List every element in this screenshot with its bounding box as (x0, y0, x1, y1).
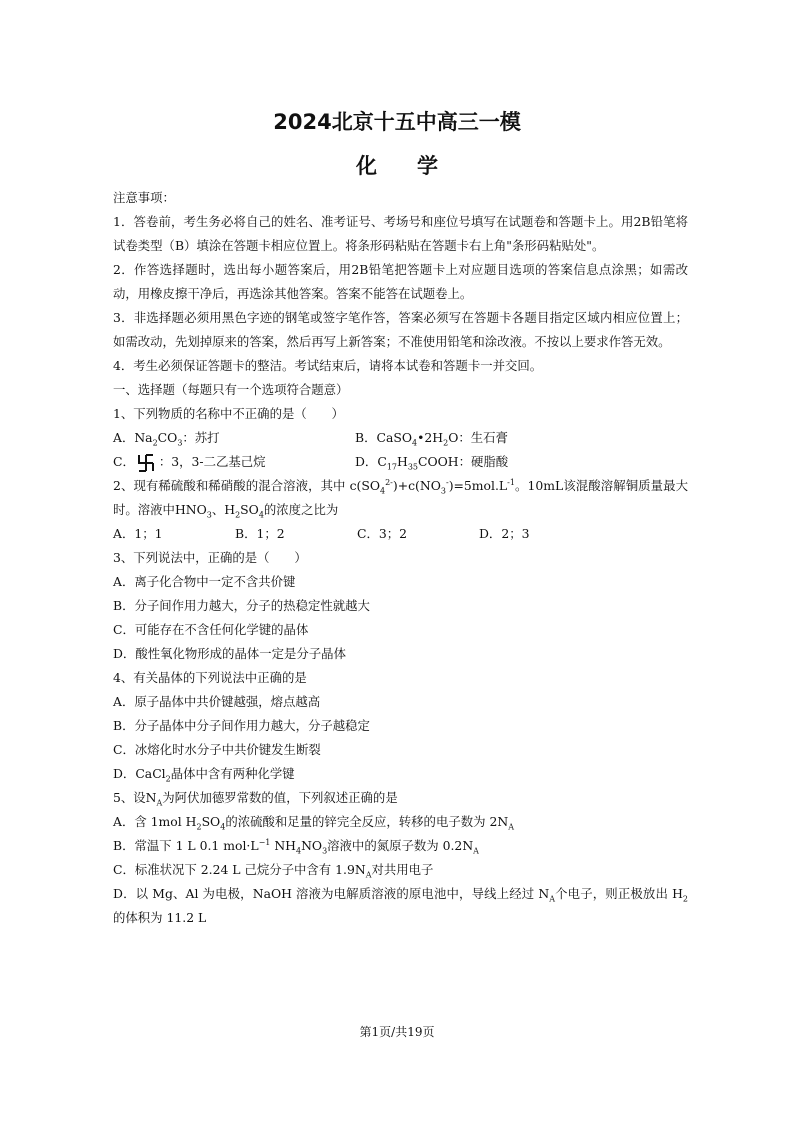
q2-option-c: C．3；2 (357, 526, 408, 541)
q2-stem: 2、现有稀硫酸和稀硝酸的混合溶液，其中 $c(SO_4^{2-})+c(NO_3^-)=5mol.L^{-1}$。10mL该混酸溶解铜质量最大时。溶液中$HNO_3$、$H_2SO_4$的浓度之比为 (113, 477, 689, 520)
exam-title: 2024北京十五中高三一模 (273, 110, 521, 134)
q4-stem: 4、有关晶体的下列说法中正确的是 (113, 670, 307, 685)
skeletal-structure-icon (135, 453, 157, 473)
q3-option-c: C．可能存在不含任何化学键的晶体 (113, 622, 309, 637)
q1-options-ab (113, 426, 688, 450)
q2-option-b: B．1；2 (235, 526, 285, 541)
q3-option-d: D．酸性氧化物形成的晶体一定是分子晶体 (113, 646, 346, 661)
q3-option-b: B．分子间作用力越大，分子的热稳定性就越大 (113, 598, 370, 613)
q3-stem: 3、下列说法中，正确的是（ ） (113, 550, 307, 565)
q2-option-d: D．2；3 (479, 526, 530, 541)
q1-option-d: D．$C_{17}H_{35}COOH$：硬脂酸 (355, 454, 509, 472)
q4-option-a: A．原子晶体中共价键越强，熔点越高 (113, 694, 321, 709)
q4-option-c: C．冰熔化时水分子中共价键发生断裂 (113, 742, 321, 757)
q5-option-a: A．含 1mol $H_2SO_4$的浓硫酸和足量的锌完全反应，转移的电子数为 $2N_A$ (113, 814, 514, 832)
q5-option-b: B．常温下 1 L 0.1 $mol\cdot L^{-1}$ $NH_4NO_3$溶液中的氮原子数为 $0.2N_A$ (113, 837, 479, 856)
q2-option-a: A．1；1 (113, 526, 163, 541)
notice-item-3: 3．非选择题必须用黑色字迹的钢笔或签字笔作答，答案必须写在答题卡各题目指定区域内相应位置上；如需改动，先划掉原来的答案，然后再写上新答案；不准使用铅笔和涂改液。不按以上要求作答无效。 (113, 310, 688, 349)
exam-content (113, 186, 688, 930)
q2-options (113, 522, 688, 546)
section-heading: 一、选择题（每题只有一个选项符合题意） (113, 382, 349, 397)
q5-stem: 5、设$N_A$为阿伏加德罗常数的值，下列叙述正确的是 (113, 790, 398, 808)
notice-item-2: 2．作答选择题时，选出每小题答案后，用2B铅笔把答题卡上对应题目选项的答案信息点涂黑；如需改动，用橡皮擦干净后，再选涂其他答案。答案不能答在试题卷上。 (113, 262, 688, 301)
q1-option-a: A．$Na_2CO_3$：苏打 (113, 430, 220, 448)
q5-option-d: D．以 Mg、Al 为电极，NaOH 溶液为电解质溶液的原电池中，导线上经过 $N_A$个电子，则正极放出 $H_2$的体积为 11.2 L (113, 886, 688, 925)
q1-option-c: C． ：3，3-二乙基己烷 (113, 450, 355, 474)
notice-item-1: 1．答卷前，考生务必将自己的姓名、准考证号、考场号和座位号填写在试题卷和答题卡上。用2B铅笔将试卷类型（B）填涂在答题卡相应位置上。将条形码粘贴在答题卡右上角"条形码粘贴处"。 (113, 214, 688, 253)
q1-options-cd (113, 450, 688, 474)
page-number: 第1页/共19页 (359, 1025, 435, 1039)
q1-option-b: B．$CaSO_4•2H_2O$：生石膏 (355, 430, 508, 448)
notice-heading: 注意事项： (113, 190, 175, 205)
q5-option-c: C．标准状况下 2.24 L 己烷分子中含有 $1.9N_A$对共用电子 (113, 862, 434, 880)
notice-item-4: 4．考生必须保证答题卡的整洁。考试结束后，请将本试卷和答题卡一并交回。 (113, 358, 543, 373)
q4-option-b: B．分子晶体中分子间作用力越大，分子越稳定 (113, 718, 370, 733)
q3-option-a: A．离子化合物中一定不含共价键 (113, 574, 296, 589)
q4-option-d: D．CaCl$_2$晶体中含有两种化学键 (113, 766, 295, 784)
q1-stem: 1、下列物质的名称中不正确的是（ ） (113, 406, 344, 421)
exam-subject: 化学 (356, 154, 478, 178)
